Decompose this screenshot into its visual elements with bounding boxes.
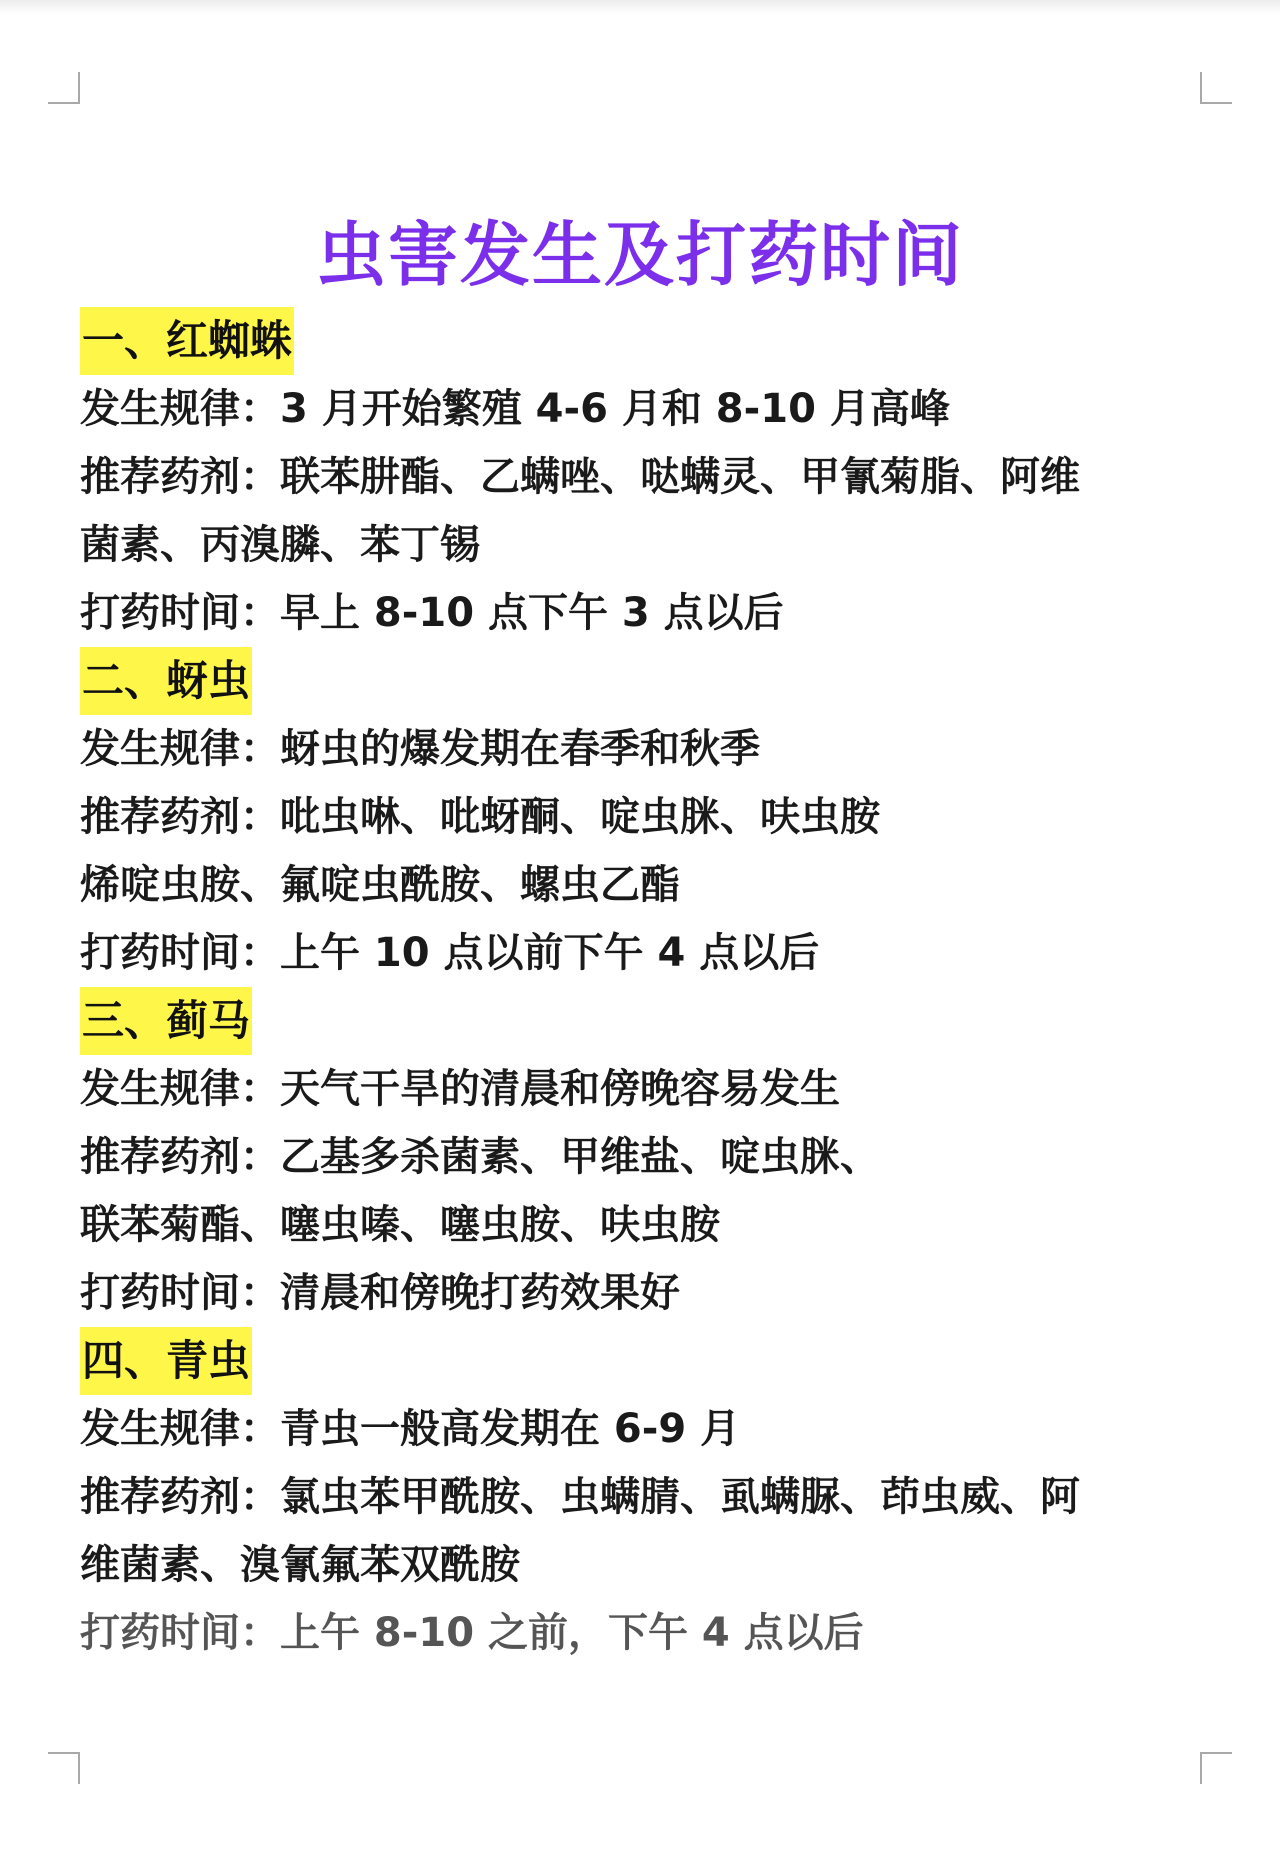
page-top-shadow: [0, 0, 1280, 14]
section-heading-highlight: 二、蚜虫: [80, 647, 252, 715]
section-heading-highlight: 一、红蜘蛛: [80, 307, 294, 375]
recommended-pesticides-continued: 菌素、丙溴膦、苯丁锡: [80, 522, 480, 568]
recommended-pesticides-line: 推荐药剂：联苯肼酯、乙螨唑、哒螨灵、甲氰菊脂、阿维: [80, 454, 1080, 500]
spraying-time-line: 打药时间：上午 10 点以前下午 4 点以后: [80, 930, 820, 976]
recommended-pesticides-line: 推荐药剂：吡虫啉、吡蚜酮、啶虫脒、呋虫胺: [80, 794, 880, 840]
recommended-pesticides-line: 推荐药剂：氯虫苯甲酰胺、虫螨腈、虱螨脲、茚虫威、阿: [80, 1474, 1080, 1520]
corner-mark-top-left: [48, 72, 80, 104]
corner-mark-bottom-left: [48, 1752, 80, 1784]
recommended-pesticides-continued: 维菌素、溴氰氟苯双酰胺: [80, 1542, 520, 1588]
section-heading-thrips: [80, 987, 1210, 1055]
document-body: [80, 307, 1210, 1667]
spraying-time-line: 打药时间：清晨和傍晚打药效果好: [80, 1270, 680, 1316]
section-heading-highlight: 三、蓟马: [80, 987, 252, 1055]
section-heading-highlight: 四、青虫: [80, 1327, 252, 1395]
occurrence-pattern-line: 发生规律：3 月开始繁殖 4-6 月和 8-10 月高峰: [80, 386, 950, 432]
occurrence-pattern-line: 发生规律：蚜虫的爆发期在春季和秋季: [80, 726, 760, 772]
corner-mark-bottom-right: [1200, 1752, 1232, 1784]
section-heading-red-spider: [80, 307, 1210, 375]
occurrence-pattern-line: 发生规律：青虫一般高发期在 6-9 月: [80, 1406, 741, 1452]
spraying-time-line: 打药时间：早上 8-10 点下午 3 点以后: [80, 590, 784, 636]
recommended-pesticides-continued: 联苯菊酯、噻虫嗪、噻虫胺、呋虫胺: [80, 1202, 720, 1248]
occurrence-pattern-line: 发生规律：天气干旱的清晨和傍晚容易发生: [80, 1066, 840, 1112]
corner-mark-top-right: [1200, 72, 1232, 104]
page-title: 虫害发生及打药时间: [316, 214, 964, 296]
recommended-pesticides-continued: 烯啶虫胺、氟啶虫酰胺、螺虫乙酯: [80, 862, 680, 908]
spraying-time-line: 打药时间：上午 8-10 之前，下午 4 点以后: [80, 1610, 864, 1656]
section-heading-green-worm: [80, 1327, 1210, 1395]
section-heading-aphid: [80, 647, 1210, 715]
recommended-pesticides-line: 推荐药剂：乙基多杀菌素、甲维盐、啶虫脒、: [80, 1134, 880, 1180]
